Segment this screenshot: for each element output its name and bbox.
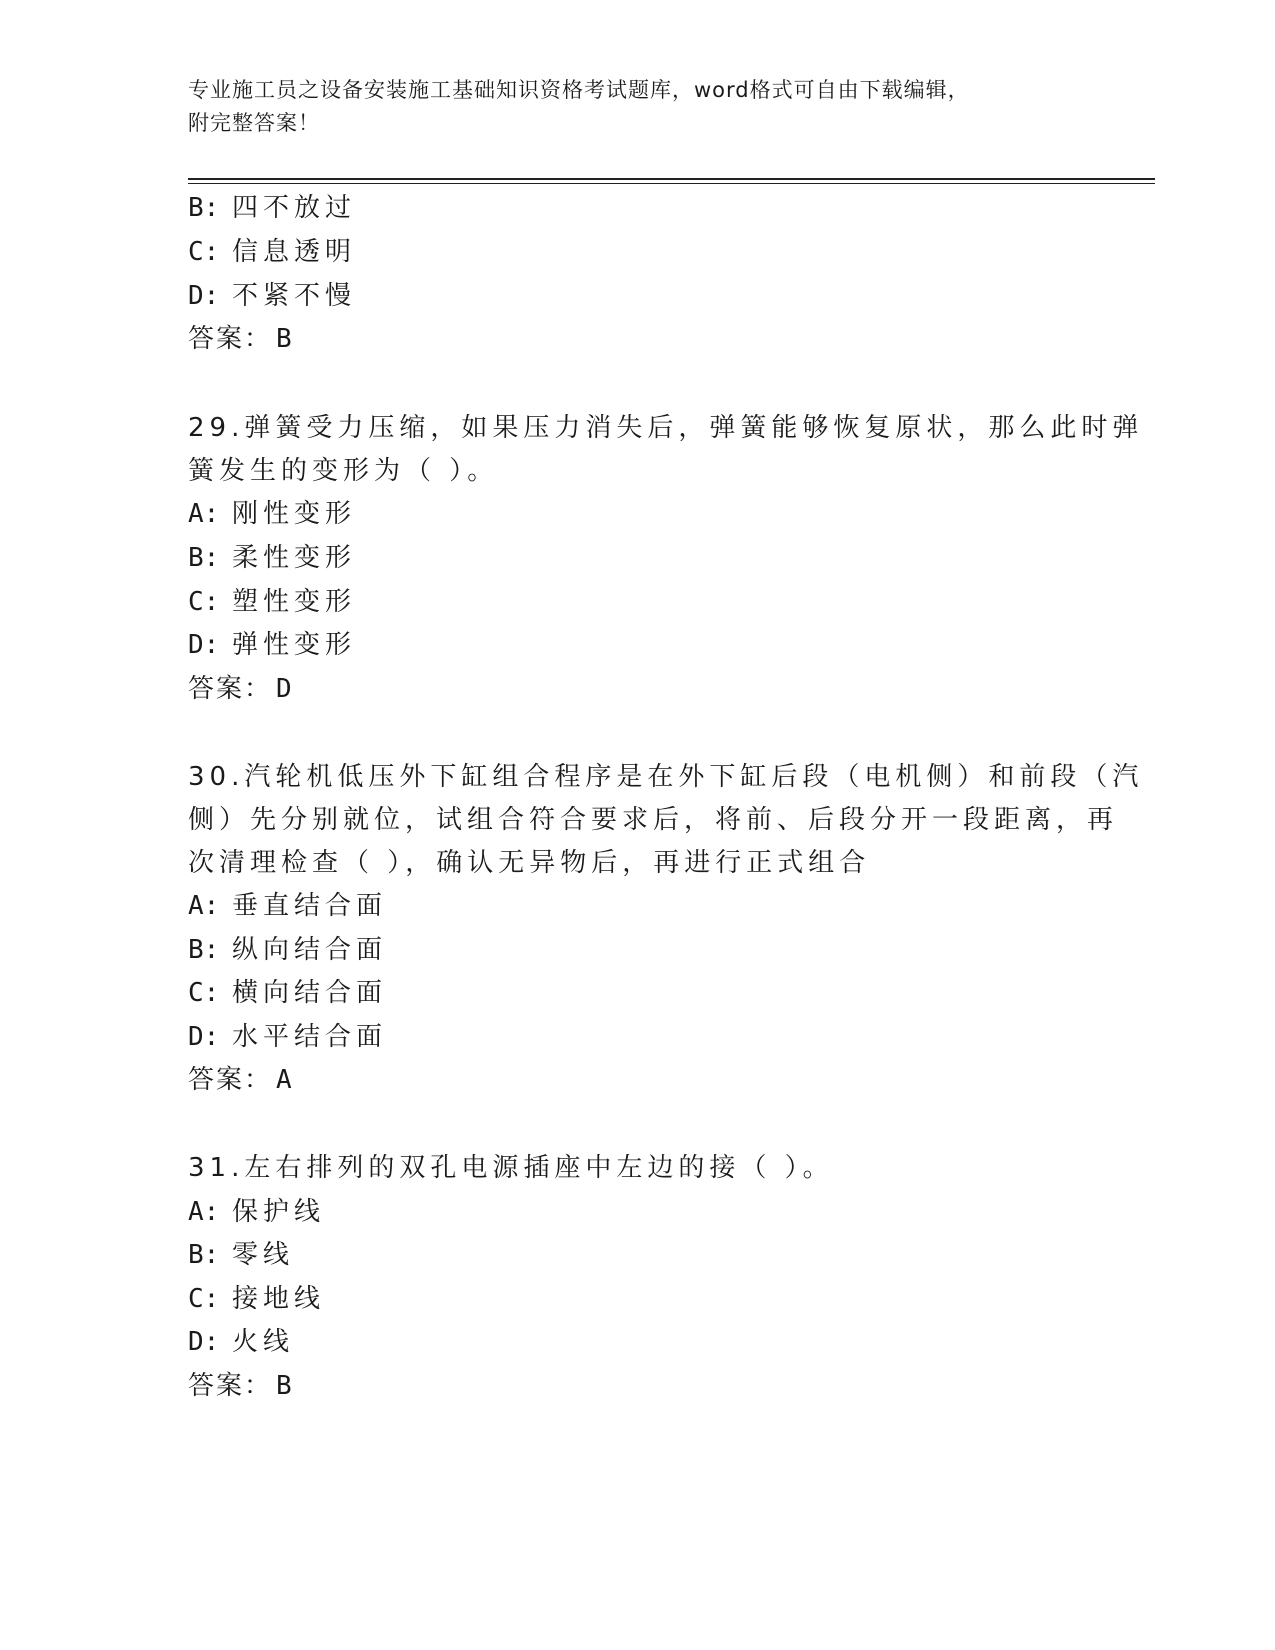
option-line <box>188 543 356 573</box>
answer-line <box>188 674 294 704</box>
option-line <box>188 935 387 965</box>
option-text: 纵向结合面 <box>232 935 388 965</box>
document-header <box>188 74 1088 140</box>
option-key: B: <box>188 543 220 573</box>
answer-value: B <box>276 1371 294 1401</box>
option-text: 信息透明 <box>232 237 357 267</box>
option-text: 零线 <box>232 1240 295 1270</box>
option-text: 塑性变形 <box>232 587 357 617</box>
question-text-line: 29.弹簧受力压缩，如果压力消失后，弹簧能够恢复原状，那么此时弹 <box>188 413 1144 443</box>
option-line <box>188 587 356 617</box>
option-key: D: <box>188 281 220 311</box>
option-key: C: <box>188 1284 220 1314</box>
option-text: 四不放过 <box>232 193 357 223</box>
question-text-line: 侧）先分别就位，试组合符合要求后，将前、后段分开一段距离，再 <box>188 805 1119 835</box>
option-text: 不紧不慢 <box>232 281 357 311</box>
option-text: 横向结合面 <box>232 978 388 1008</box>
option-line <box>188 193 356 223</box>
answer-label: 答案： <box>188 1065 273 1095</box>
option-key: C: <box>188 237 220 267</box>
answer-value: B <box>276 324 294 354</box>
option-line <box>188 237 356 267</box>
option-key: B: <box>188 193 220 223</box>
option-line <box>188 978 387 1008</box>
option-line <box>188 281 356 311</box>
answer-line <box>188 324 294 354</box>
header-divider-thin <box>188 183 1155 184</box>
header-divider-thick <box>188 178 1155 180</box>
answer-value: D <box>276 674 294 704</box>
answer-label: 答案： <box>188 324 273 354</box>
option-key: A: <box>188 891 220 921</box>
option-key: D: <box>188 1327 220 1357</box>
option-line <box>188 630 356 660</box>
option-key: B: <box>188 935 220 965</box>
option-line <box>188 1327 294 1357</box>
answer-label: 答案： <box>188 1371 273 1401</box>
answer-line <box>188 1371 294 1401</box>
option-key: A: <box>188 1197 220 1227</box>
option-text: 水平结合面 <box>232 1022 388 1052</box>
header-line-2: 附完整答案！ <box>188 111 320 135</box>
option-line <box>188 1240 294 1270</box>
option-key: B: <box>188 1240 220 1270</box>
answer-line <box>188 1065 294 1095</box>
option-text: 火线 <box>232 1327 295 1357</box>
option-key: C: <box>188 978 220 1008</box>
option-line <box>188 1284 325 1314</box>
option-line <box>188 1197 325 1227</box>
option-key: A: <box>188 499 220 529</box>
question-text-line: 30.汽轮机低压外下缸组合程序是在外下缸后段（电机侧）和前段（汽 <box>188 762 1144 792</box>
option-key: C: <box>188 587 220 617</box>
question-text-line: 31.左右排列的双孔电源插座中左边的接（ ）。 <box>188 1153 834 1183</box>
option-line <box>188 1022 387 1052</box>
header-line-1: 专业施工员之设备安装施工基础知识资格考试题库，word格式可自由下载编辑， <box>188 78 970 102</box>
option-key: D: <box>188 630 220 660</box>
question-text-line: 簧发生的变形为（ ）。 <box>188 456 499 486</box>
option-text: 弹性变形 <box>232 630 357 660</box>
option-text: 垂直结合面 <box>232 891 388 921</box>
answer-value: A <box>276 1065 294 1095</box>
option-text: 接地线 <box>232 1284 326 1314</box>
option-text: 刚性变形 <box>232 499 357 529</box>
question-text-line: 次清理检查（ ），确认无异物后，再进行正式组合 <box>188 848 871 878</box>
option-key: D: <box>188 1022 220 1052</box>
answer-label: 答案： <box>188 674 273 704</box>
option-line <box>188 891 387 921</box>
option-line <box>188 499 356 529</box>
option-text: 柔性变形 <box>232 543 357 573</box>
option-text: 保护线 <box>232 1197 326 1227</box>
